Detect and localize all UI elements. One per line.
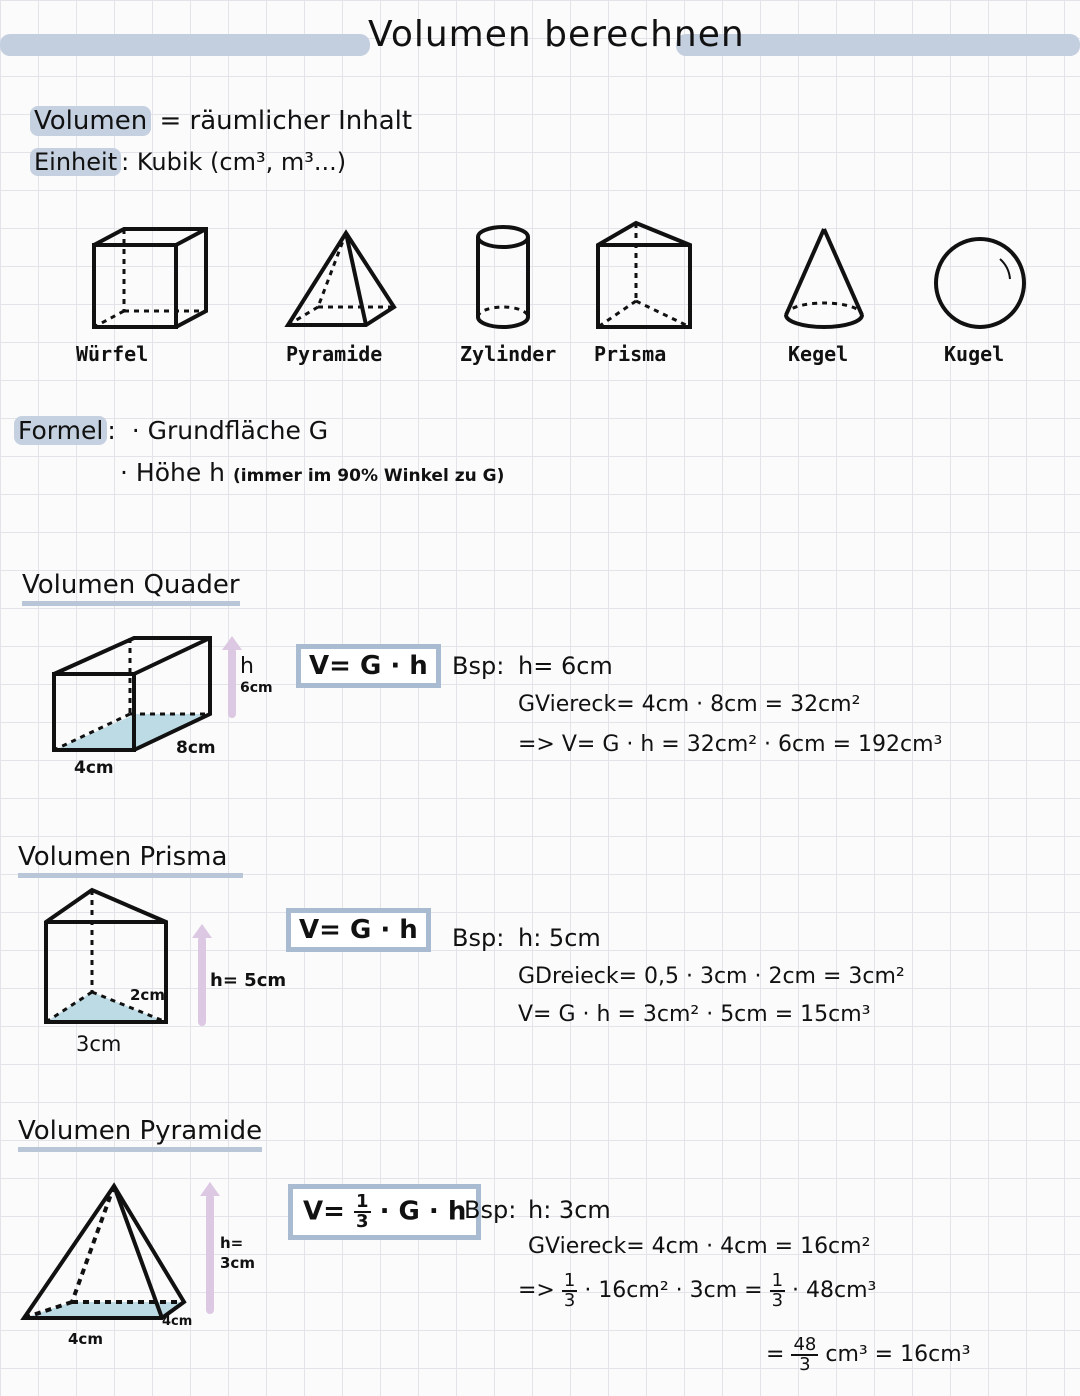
title-bar-left [0,34,370,56]
prism-icon [598,223,690,327]
formula-block [14,416,328,445]
page-title: Volumen berechnen [368,14,745,55]
pyramide-line4-prefix: = [766,1342,785,1367]
quader-line3: => V= G · h = 32cm² · 6cm = 192cm³ [518,732,943,757]
pyramide-line4-fraction [791,1336,818,1374]
pyramide-line1: h: 3cm [528,1196,611,1224]
pyramide-formula-den: 3 [355,1211,369,1232]
pyramide-line4-end: cm³ = 16cm³ [825,1342,971,1367]
cylinder-icon [478,227,528,327]
pyramid-icon [288,233,394,325]
pyramide-h-value: 3cm [220,1254,255,1272]
pyramide-dim-width: 4cm [68,1330,103,1348]
quader-height-arrow [228,648,236,718]
pyramide-line3-mid: · 16cm² · 3cm = [584,1278,763,1303]
cube-icon [94,229,206,327]
quader-h-label: h [240,654,254,679]
quader-dim-depth: 8cm [176,738,216,758]
pyramide-height-arrow [206,1194,214,1314]
shape-label-kugel: Kugel [944,342,1005,366]
pyramide-line3-fraction [562,1272,577,1310]
pyramide-line3-prefix: => [518,1278,555,1303]
prisma-h-label: h= 5cm [210,970,287,991]
quader-dim-width: 4cm [74,758,114,778]
sphere-icon [936,239,1024,327]
shape-label-zylinder: Zylinder [460,342,557,366]
prisma-dim-width: 3cm [76,1032,122,1056]
quader-line1: h= 6cm [518,652,613,680]
prisma-formula-box: V= G · h [286,908,431,952]
pyramide-formula-num: 1 [355,1191,369,1212]
formula-line2 [120,458,504,487]
prisma-bsp-label: Bsp: [452,924,505,952]
pyramide-line3-num2: 1 [771,1270,784,1291]
prisma-line3: V= G · h = 3cm² · 5cm = 15cm³ [518,1002,871,1027]
shape-label-pyramide: Pyramide [286,342,383,366]
pyramid-section-icon [16,1176,206,1326]
prisma-height-arrow [198,936,206,1026]
volumen-term: Volumen [30,106,151,136]
pyramide-line2: GViereck= 4cm · 4cm = 16cm² [528,1234,871,1259]
quader-bsp-label: Bsp: [452,652,505,680]
pyramide-line3-den: 3 [563,1290,576,1311]
pyramide-line3-den2: 3 [771,1290,784,1311]
prism-section-icon [36,882,176,1032]
pyramide-line4-num: 48 [793,1334,817,1355]
pyramide-line3-end: · 48cm³ [792,1278,877,1303]
definition-line [30,106,412,136]
formula-line2-main: · Höhe h [120,458,226,487]
prisma-dim-height: 2cm [130,986,165,1004]
formula-line2-note: (immer im 90% Winkel zu G) [232,466,505,486]
formula-line1: · Grundfläche G [131,416,329,445]
pyramide-bsp-label: Bsp: [464,1196,517,1224]
pyramide-formula-fraction [354,1193,371,1231]
shape-label-wuerfel: Würfel [76,342,149,366]
pyramide-formula-prefix: V= [303,1196,345,1227]
pyramide-h-label: h= [220,1234,244,1252]
pyramide-line3-num: 1 [563,1270,576,1291]
formula-colon: : [107,416,116,445]
shape-label-prisma: Prisma [594,342,667,366]
unit-line [30,148,346,176]
pyramide-line3-fraction2 [770,1272,785,1310]
shape-label-kegel: Kegel [788,342,849,366]
pyramide-line4-den: 3 [799,1354,811,1375]
pyramide-dim-depth: 4cm [162,1314,193,1329]
quader-heading: Volumen Quader [22,570,240,606]
pyramide-heading: Volumen Pyramide [18,1116,262,1152]
pyramide-line3 [518,1272,876,1310]
quader-formula-box: V= G · h [296,644,441,688]
volumen-meaning: = räumlicher Inhalt [159,106,413,136]
shapes-row [0,215,1080,345]
unit-text: : Kubik (cm³, m³...) [121,148,347,176]
quader-h-value: 6cm [240,680,273,696]
prisma-heading: Volumen Prisma [18,842,243,878]
quader-line2: GViereck= 4cm · 8cm = 32cm² [518,692,861,717]
unit-term: Einheit [30,148,121,176]
cone-icon [786,229,862,327]
pyramide-line4 [766,1336,970,1374]
formula-term: Formel [14,416,107,445]
pyramide-formula-box [288,1184,481,1240]
pyramide-formula-suffix: · G · h [379,1196,467,1227]
prisma-line1: h: 5cm [518,924,601,952]
prisma-line2: GDreieck= 0,5 · 3cm · 2cm = 3cm² [518,964,905,989]
